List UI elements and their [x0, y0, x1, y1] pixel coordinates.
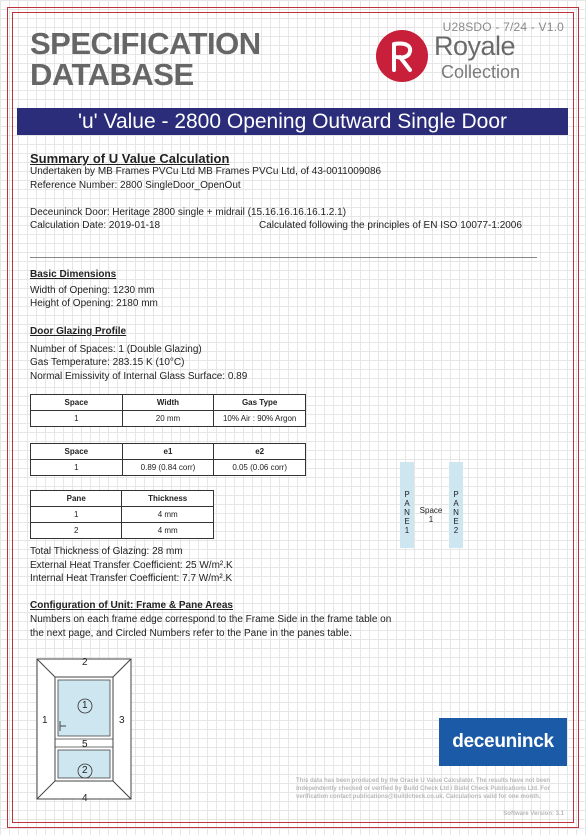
- title-line-2: DATABASE: [30, 57, 194, 92]
- logo-royale-text: Royale: [434, 31, 516, 61]
- pane-2-circle-label: 2: [82, 765, 88, 776]
- external-coefficient: External Heat Transfer Coefficient: 25 W/m².K: [30, 560, 233, 571]
- reference-number: Reference Number: 2800 SingleDoor_OpenOut: [30, 180, 241, 191]
- space-label: [414, 506, 448, 524]
- table-cell: 2: [31, 523, 122, 539]
- space-text: Space: [419, 506, 443, 515]
- calculation-date: Calculation Date: 2019-01-18: [30, 220, 161, 231]
- door-frame-diagram: [30, 655, 140, 805]
- table-header: e1: [122, 444, 214, 460]
- title-banner: 'u' Value - 2800 Opening Outward Single Door: [17, 108, 568, 135]
- pane-1-bar: P A N E 1: [400, 462, 414, 548]
- frame-side-bottom-label: 4: [82, 793, 88, 804]
- table-cell: 0.05 (0.06 corr): [214, 460, 306, 476]
- table-header: e2: [214, 444, 306, 460]
- emissivity-table: [30, 443, 306, 476]
- door-description: Deceuninck Door: Heritage 2800 single + midrail (15.16.16.16.16.1.2.1): [30, 207, 347, 218]
- table-header: Space: [31, 395, 123, 411]
- table-header-row: [31, 395, 306, 411]
- table-cell: 10% Air : 90% Argon: [214, 411, 306, 427]
- number-of-spaces: Number of Spaces: 1 (Double Glazing): [30, 344, 202, 355]
- normal-emissivity: Normal Emissivity of Internal Glass Surface: 0.89: [30, 371, 248, 382]
- total-thickness: Total Thickness of Glazing: 28 mm: [30, 546, 183, 557]
- height-of-opening: Height of Opening: 2180 mm: [30, 298, 158, 309]
- table-header: Width: [122, 395, 214, 411]
- configuration-line-2: the next page, and Circled Numbers refer to the Pane in the panes table.: [30, 628, 352, 639]
- table-cell: 20 mm: [122, 411, 214, 427]
- pane-2-bar: P A N E 2: [449, 462, 463, 548]
- disclaimer-text: This data has been produced by the Oracle U Value Calculator. The results have not been independently checked or verified by Build Check Ltd / Build Check Publications Ltd. For verification contact publications@buildcheck.co.uk. Calculations valid for one month.: [296, 778, 551, 800]
- gas-temperature: Gas Temperature: 283.15 K (10°C): [30, 357, 185, 368]
- glazing-profile-heading: Door Glazing Profile: [30, 326, 127, 337]
- logo-collection-text: Collection: [441, 62, 521, 82]
- internal-coefficient: Internal Heat Transfer Coefficient: 7.7 W/m².K: [30, 573, 233, 584]
- divider: [30, 257, 537, 258]
- basic-dimensions-heading: Basic Dimensions: [30, 269, 117, 280]
- table-cell: 1: [31, 460, 123, 476]
- table-header: Thickness: [122, 491, 214, 507]
- table-cell: 4 mm: [122, 523, 214, 539]
- summary-heading: Summary of U Value Calculation: [30, 151, 230, 166]
- pane-table: [30, 490, 214, 539]
- frame-side-right-label: 3: [119, 715, 125, 726]
- royale-collection-logo: [376, 30, 556, 90]
- frame-side-mid-label: 5: [82, 739, 88, 750]
- royale-r-icon: [376, 30, 428, 82]
- software-version: Software Version: 3.1: [503, 811, 564, 817]
- undertaken-by: Undertaken by MB Frames PVCu Ltd MB Frames PVCu Ltd, of 43-0011009086: [30, 166, 382, 177]
- page-title: [30, 28, 261, 90]
- table-cell: 4 mm: [122, 507, 214, 523]
- table-cell: 1: [31, 411, 123, 427]
- width-of-opening: Width of Opening: 1230 mm: [30, 285, 155, 296]
- calculation-principles: Calculated following the principles of EN ISO 10077-1:2006: [259, 220, 522, 231]
- table-row: [31, 460, 306, 476]
- table-row: [31, 523, 214, 539]
- pane-1-circle-label: 1: [82, 700, 88, 711]
- table-header-row: [31, 491, 214, 507]
- configuration-heading: Configuration of Unit: Frame & Pane Areas: [30, 600, 233, 611]
- table-row: [31, 507, 214, 523]
- table-header: Gas Type: [214, 395, 306, 411]
- configuration-line-1: Numbers on each frame edge correspond to the Frame Side in the frame table on: [30, 614, 392, 625]
- table-cell: 1: [31, 507, 122, 523]
- pane-space-diagram: [398, 462, 464, 548]
- table-header: Space: [31, 444, 123, 460]
- frame-side-left-label: 1: [42, 715, 48, 726]
- table-header-row: [31, 444, 306, 460]
- table-header: Pane: [31, 491, 122, 507]
- document-code: U28SDO - 7/24 - V1.0: [442, 20, 564, 34]
- space-number: 1: [428, 515, 434, 524]
- frame-side-top-label: 2: [82, 657, 88, 668]
- table-cell: 0.89 (0.84 corr): [122, 460, 214, 476]
- space-table: [30, 394, 306, 427]
- title-line-1: SPECIFICATION: [30, 26, 261, 61]
- deceuninck-logo: deceuninck: [439, 718, 567, 766]
- table-row: [31, 411, 306, 427]
